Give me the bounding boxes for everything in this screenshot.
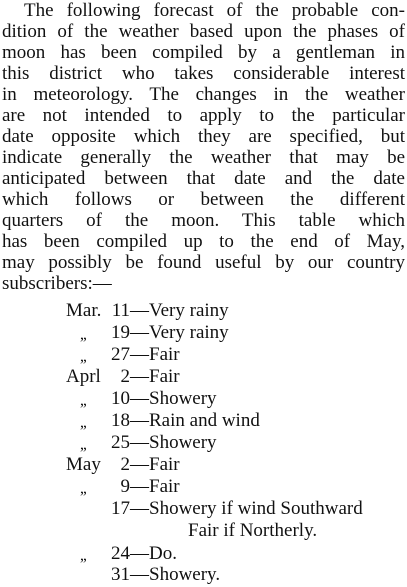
ditto-mark: ,, [80,547,86,564]
forecast-row [0,432,407,454]
forecast-day: 18 [111,410,130,431]
forecast-day: 9 [120,476,130,497]
forecast-day: 27 [111,344,130,365]
forecast-text: —Fair [130,344,180,365]
forecast-row [0,410,407,432]
forecast-row [0,520,407,542]
forecast-text: —Showery. [130,564,221,585]
forecast-text: —Fair [130,454,180,475]
paragraph-line: which follows or between the different [2,189,405,210]
forecast-day: 25 [111,432,130,453]
forecast-text: —Showery if wind Southward [130,498,363,519]
forecast-text: —Fair [130,366,180,387]
forecast-day: 17 [111,498,130,519]
paragraph-line: are not intended to apply to the particular [2,105,405,126]
forecast-text: —Showery [130,432,217,453]
paragraph-line: quarters of the moon. This table which [2,210,405,231]
paragraph-line: in meteorology. The changes in the weather [2,84,405,105]
forecast-day: 2 [120,454,130,475]
forecast-day: 10 [111,388,130,409]
forecast-row [0,322,407,344]
paragraph-line: this district who takes considerable interest [2,63,405,84]
forecast-text: —Fair [130,476,180,497]
forecast-text: —Do. [130,543,177,564]
paragraph-line: subscribers:— [2,273,112,294]
forecast-row [0,564,407,586]
paragraph-line: date opposite which they are specified, but [2,126,405,147]
paragraph-line: dition of the weather based upon the phases of [2,21,405,42]
forecast-row [0,543,407,565]
ditto-mark: ,, [80,348,86,365]
forecast-day: 24 [111,543,130,564]
forecast-month: Aprl [66,366,101,387]
forecast-text: —Very rainy [130,322,229,343]
forecast-row [0,344,407,366]
ditto-mark: ,, [80,392,86,409]
forecast-row [0,476,407,498]
forecast-month: Mar. [66,300,102,321]
ditto-mark: ,, [80,414,86,431]
ditto-mark: ,, [80,480,86,497]
forecast-day: 19 [111,322,130,343]
forecast-day: 31 [111,564,130,585]
paragraph-line: may possibly be found useful by our country [2,252,405,273]
forecast-row [0,388,407,410]
forecast-row [0,300,407,322]
ditto-mark: ,, [80,326,86,343]
forecast-text: Fair if Northerly. [188,520,318,541]
forecast-text: —Rain and wind [130,410,260,431]
paragraph-line: The following forecast of the probable con- [24,0,405,21]
forecast-day: 2 [120,366,130,387]
paragraph-line: anticipated between that date and the date [2,168,405,189]
paragraph-line: has been compiled up to the end of May, [2,231,405,252]
forecast-day: 11 [111,300,130,321]
forecast-row [0,454,407,476]
forecast-row [0,366,407,388]
forecast-row [0,498,407,520]
forecast-text: —Showery [130,388,217,409]
forecast-text: —Very rainy [130,300,229,321]
paragraph-line: moon has been compiled by a gentleman in [2,42,405,63]
ditto-mark: ,, [80,436,86,453]
forecast-month: May [66,454,101,475]
paragraph-line: indicate generally the weather that may be [2,147,405,168]
